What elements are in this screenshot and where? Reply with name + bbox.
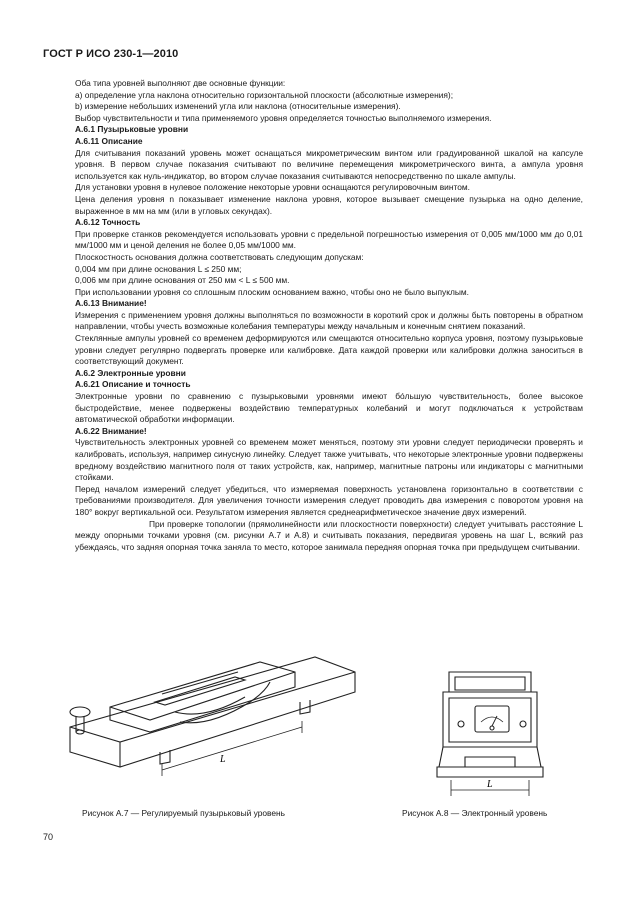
- fig7-dimension-label: L: [220, 754, 226, 765]
- paragraph: При проверке станков рекомендуется использовать уровни с предельной погрешностью измерения от 0,005 мм/1000 мм до 0,01 мм/1000 мм и ценой деления не более 0,05 мм/1000 мм.: [75, 228, 583, 251]
- paragraph: Для считывания показаний уровень может оснащаться микрометрическим винтом или градуированной шкалой на капсуле уровня. В первом случае показания считывают по величине перемещения микрометрического винта, а ампула уровня используется как нуль-индикатор, во втором случае показания считываются непосредственно по шкале ампулы.: [75, 147, 583, 181]
- paragraph: а) определение угла наклона относительно горизонтальной плоскости (абсолютные измерения);: [75, 89, 454, 100]
- section-heading: А.6.11 Описание: [75, 135, 143, 146]
- paragraph: Стеклянные ампулы уровней со временем деформируются или смещаются относительно корпуса уровня, поэтому пузырьковые уровни следует регулярно подвергать проверке или калибровке. Дата каждой проверки или калибровки должна заноситься в соответствующий документ.: [75, 333, 583, 367]
- section-heading: А.6.13 Внимание!: [75, 298, 147, 309]
- paragraph: 0,006 мм при длине основания от 250 мм < L ≤ 500 мм.: [75, 275, 290, 286]
- paragraph: При использовании уровня со сплошным плоским основанием важно, чтобы оно не было выпуклым.: [75, 286, 469, 297]
- paragraph: Чувствительность электронных уровней со временем может меняться, поэтому эти уровни следует периодически проверять и калибровать, используя, например синусную линейку. Следует также учитывать, что некоторые электронные уровни подвержены вредному воздействию магнитного поля от таких устройств, как, например, магнитные патроны или индикаторы с магнитными стойками.: [75, 437, 583, 483]
- body-text: [75, 78, 583, 553]
- figure-a8-caption: Рисунок А.8 — Электронный уровень: [402, 808, 548, 818]
- figure-a7-bubble-level: [50, 632, 360, 792]
- paragraph: Плоскостность основания должна соответствовать следующим допускам:: [75, 251, 364, 262]
- paragraph: Выбор чувствительности и типа применяемого уровня определяется точностью выполняемого измерения.: [75, 112, 492, 123]
- figure-a7-caption: Рисунок А.7 — Регулируемый пузырьковый уровень: [82, 808, 286, 818]
- section-heading: А.6.1 Пузырьковые уровни: [75, 124, 189, 135]
- paragraph: Перед началом измерений следует убедиться, что измеряемая поверхность установлена горизонтально в соответствии с требованиями производителя. Для увеличения точности измерения следует проводить два измерения с поворотом уровня на 180° вокруг вертикальной оси. Результатом измерения является среднеарифметическое значение двух измерений.: [75, 483, 583, 517]
- section-heading: А.6.2 Электронные уровни: [75, 367, 186, 378]
- section-heading: А.6.21 Описание и точность: [75, 379, 191, 390]
- paragraph: 0,004 мм при длине основания L ≤ 250 мм;: [75, 263, 242, 274]
- page-number: 70: [43, 832, 54, 842]
- paragraph: Цена деления уровня n показывает изменение наклона уровня, которое вызывает смещение пузырька на одно деление, выраженное в мм на мм (или в угловых секундах).: [75, 193, 583, 216]
- section-heading: А.6.12 Точность: [75, 217, 141, 228]
- paragraph: Измерения с применением уровня должны выполняться по возможности в короткий срок и должны быть повторены в обратном направлении, чтобы учесть возможные колебания температуры между начальным и конечным снятием показаний.: [75, 309, 583, 332]
- paragraph: Для установки уровня в нулевое положение некоторые уровни оснащаются регулировочным винтом.: [75, 182, 470, 193]
- paragraph: При проверке топологии (прямолинейности или плоскостности поверхности) следует учитывать расстояние L между опорными точками уровня (см. рисунки А.7 и А.8) и считывать показания, передвигая уровень на шаг L, всякий раз убеждаясь, что задняя опорная точка заняла то место, которое занимала передняя опорная точка при предыдущем считывании.: [75, 518, 583, 552]
- figure-a8-electronic-level: [435, 662, 545, 802]
- paragraph: Оба типа уровней выполняют две основные функции:: [75, 78, 286, 88]
- document-header: ГОСТ Р ИСО 230-1—2010: [43, 48, 179, 60]
- section-heading: А.6.22 Внимание!: [75, 425, 147, 436]
- paragraph: b) измерение небольших изменений угла или наклона (относительные измерения).: [75, 101, 401, 112]
- paragraph: Электронные уровни по сравнению с пузырьковыми уровнями имеют бóльшую чувствительность, более высокое быстродействие, менее подвержены воздействию температурных колебаний и могут подключаться к устройствам автоматической обработки информации.: [75, 391, 583, 425]
- fig8-dimension-label: L: [487, 779, 493, 790]
